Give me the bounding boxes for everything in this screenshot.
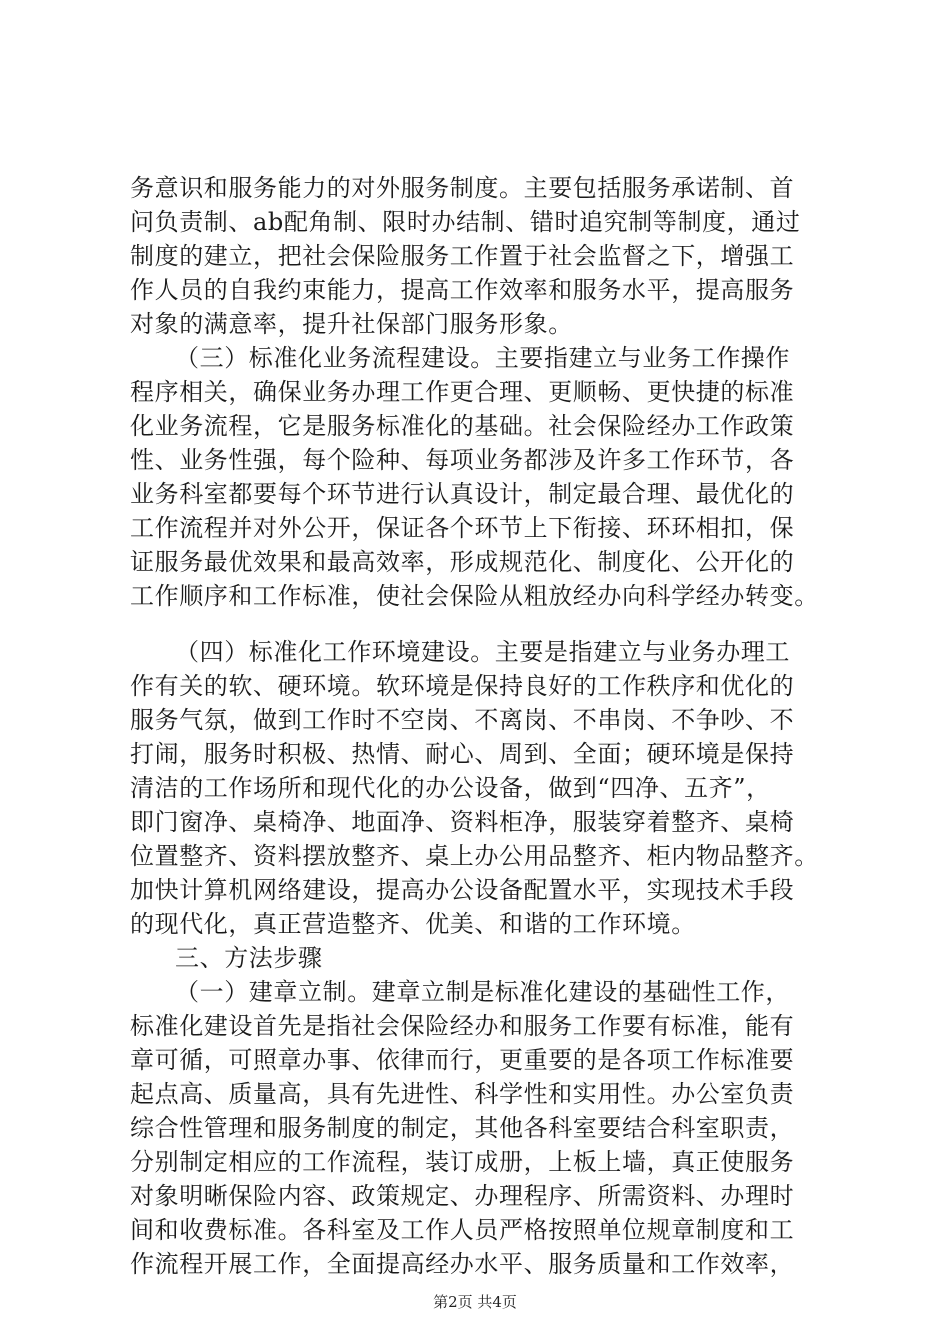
text-line: 证服务最优效果和最高效率，形成规范化、制度化、公开化的: [130, 548, 795, 576]
text-line: 对象的满意率，提升社保部门服务形象。: [130, 310, 573, 338]
text-line: 制度的建立，把社会保险服务工作置于社会监督之下，增强工: [130, 242, 795, 270]
text-line: 位置整齐、资料摆放整齐、桌上办公用品整齐、柜内物品整齐。: [130, 842, 819, 870]
page-footer: 第2页 共4页: [433, 1293, 517, 1311]
text-line: 清洁的工作场所和现代化的办公设备，做到“四净、五齐”，: [130, 774, 771, 802]
section-heading: （三）标准化业务流程建设。主要指建立与业务工作操作: [175, 344, 790, 372]
text-line: 化业务流程，它是服务标准化的基础。社会保险经办工作政策: [130, 412, 795, 440]
section-heading: （四）标准化工作环境建设。主要是指建立与业务办理工: [175, 638, 790, 666]
text-line: 性、业务性强，每个险种、每项业务都涉及许多工作环节，各: [130, 446, 795, 474]
text-line: 作流程开展工作，全面提高经办水平、服务质量和工作效率，: [130, 1250, 795, 1278]
text-line: 工作流程并对外公开，保证各个环节上下衔接、环环相扣，保: [130, 514, 795, 542]
text-line: 即门窗净、桌椅净、地面净、资料柜净，服装穿着整齐、桌椅: [130, 808, 795, 836]
section-heading: （一）建章立制。建章立制是标准化建设的基础性工作，: [175, 978, 790, 1006]
text-line: 业务科室都要每个环节进行认真设计，制定最合理、最优化的: [130, 480, 795, 508]
text-line: 工作顺序和工作标准，使社会保险从粗放经办向科学经办转变。: [130, 582, 819, 610]
text-line: 对象明晰保险内容、政策规定、办理程序、所需资料、办理时: [130, 1182, 795, 1210]
text-line: 间和收费标准。各科室及工作人员严格按照单位规章制度和工: [130, 1216, 795, 1244]
text-line: 加快计算机网络建设，提高办公设备配置水平，实现技术手段: [130, 876, 795, 904]
text-line: 综合性管理和服务制度的制定，其他各科室要结合科室职责，: [130, 1114, 795, 1142]
text-line: 章可循，可照章办事、依律而行，更重要的是各项工作标准要: [130, 1046, 795, 1074]
section-heading: 三、方法步骤: [175, 944, 323, 972]
text-line: 标准化建设首先是指社会保险经办和服务工作要有标准，能有: [130, 1012, 795, 1040]
text-line: 作有关的软、硬环境。软环境是保持良好的工作秩序和优化的: [130, 672, 795, 700]
text-line: 问负责制、ab配角制、限时办结制、错时追究制等制度，通过: [130, 208, 801, 236]
text-line: 程序相关，确保业务办理工作更合理、更顺畅、更快捷的标准: [130, 378, 795, 406]
text-line: 分别制定相应的工作流程，装订成册，上板上墙，真正使服务: [130, 1148, 795, 1176]
text-line: 作人员的自我约束能力，提高工作效率和服务水平，提高服务: [130, 276, 795, 304]
text-line: 起点高、质量高，具有先进性、科学性和实用性。办公室负责: [130, 1080, 795, 1108]
text-line: 服务气氛，做到工作时不空岗、不离岗、不串岗、不争吵、不: [130, 706, 795, 734]
text-line: 的现代化，真正营造整齐、优美、和谐的工作环境。: [130, 910, 696, 938]
text-line: 打闹，服务时积极、热情、耐心、周到、全面；硬环境是保持: [130, 740, 795, 768]
text-line: 务意识和服务能力的对外服务制度。主要包括服务承诺制、首: [130, 174, 795, 202]
